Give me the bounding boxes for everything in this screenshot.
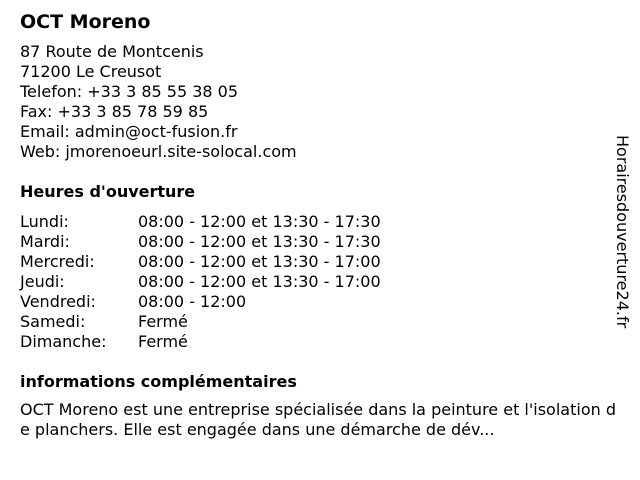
opening-hours-heading: Heures d'ouverture	[20, 182, 196, 201]
hours-row-wednesday	[20, 252, 610, 272]
hours-row-thursday	[20, 272, 610, 292]
additional-info-heading: informations complémentaires	[20, 372, 297, 391]
hours-row-sunday	[20, 332, 610, 352]
day-hours: Fermé	[138, 312, 188, 331]
phone-number: Telefon: +33 3 85 55 38 05	[20, 82, 239, 101]
day-hours: Fermé	[138, 332, 188, 351]
fax-number: Fax: +33 3 85 78 59 85	[20, 102, 209, 121]
website-address: Web: jmorenoeurl.site-solocal.com	[20, 142, 297, 161]
address-line-1: 87 Route de Montcenis	[20, 42, 204, 61]
address-line-2: 71200 Le Creusot	[20, 62, 162, 81]
hours-row-saturday	[20, 312, 610, 332]
hours-row-friday	[20, 292, 610, 312]
day-hours: 08:00 - 12:00	[138, 292, 247, 311]
day-label: Dimanche:	[20, 332, 107, 351]
site-watermark: Horairesdouverture24.fr	[613, 135, 632, 329]
day-label: Mardi:	[20, 232, 70, 251]
day-hours: 08:00 - 12:00 et 13:30 - 17:00	[138, 252, 381, 271]
business-name: OCT Moreno	[20, 11, 151, 33]
day-label: Lundi:	[20, 212, 69, 231]
day-hours: 08:00 - 12:00 et 13:30 - 17:30	[138, 232, 381, 251]
business-description: OCT Moreno est une entreprise spécialisée dans la peinture et l'isolation de planchers. Elle est engagée dans une démarche de dév...	[20, 400, 616, 439]
day-label: Samedi:	[20, 312, 86, 331]
day-label: Mercredi:	[20, 252, 95, 271]
hours-row-tuesday	[20, 232, 610, 252]
email-address: Email: admin@oct-fusion.fr	[20, 122, 238, 141]
day-hours: 08:00 - 12:00 et 13:30 - 17:00	[138, 272, 381, 291]
day-hours: 08:00 - 12:00 et 13:30 - 17:30	[138, 212, 381, 231]
business-card	[20, 10, 616, 440]
day-label: Jeudi:	[20, 272, 65, 291]
contact-block	[20, 42, 610, 162]
day-label: Vendredi:	[20, 292, 96, 311]
opening-hours-table	[20, 212, 610, 352]
hours-row-monday	[20, 212, 610, 232]
